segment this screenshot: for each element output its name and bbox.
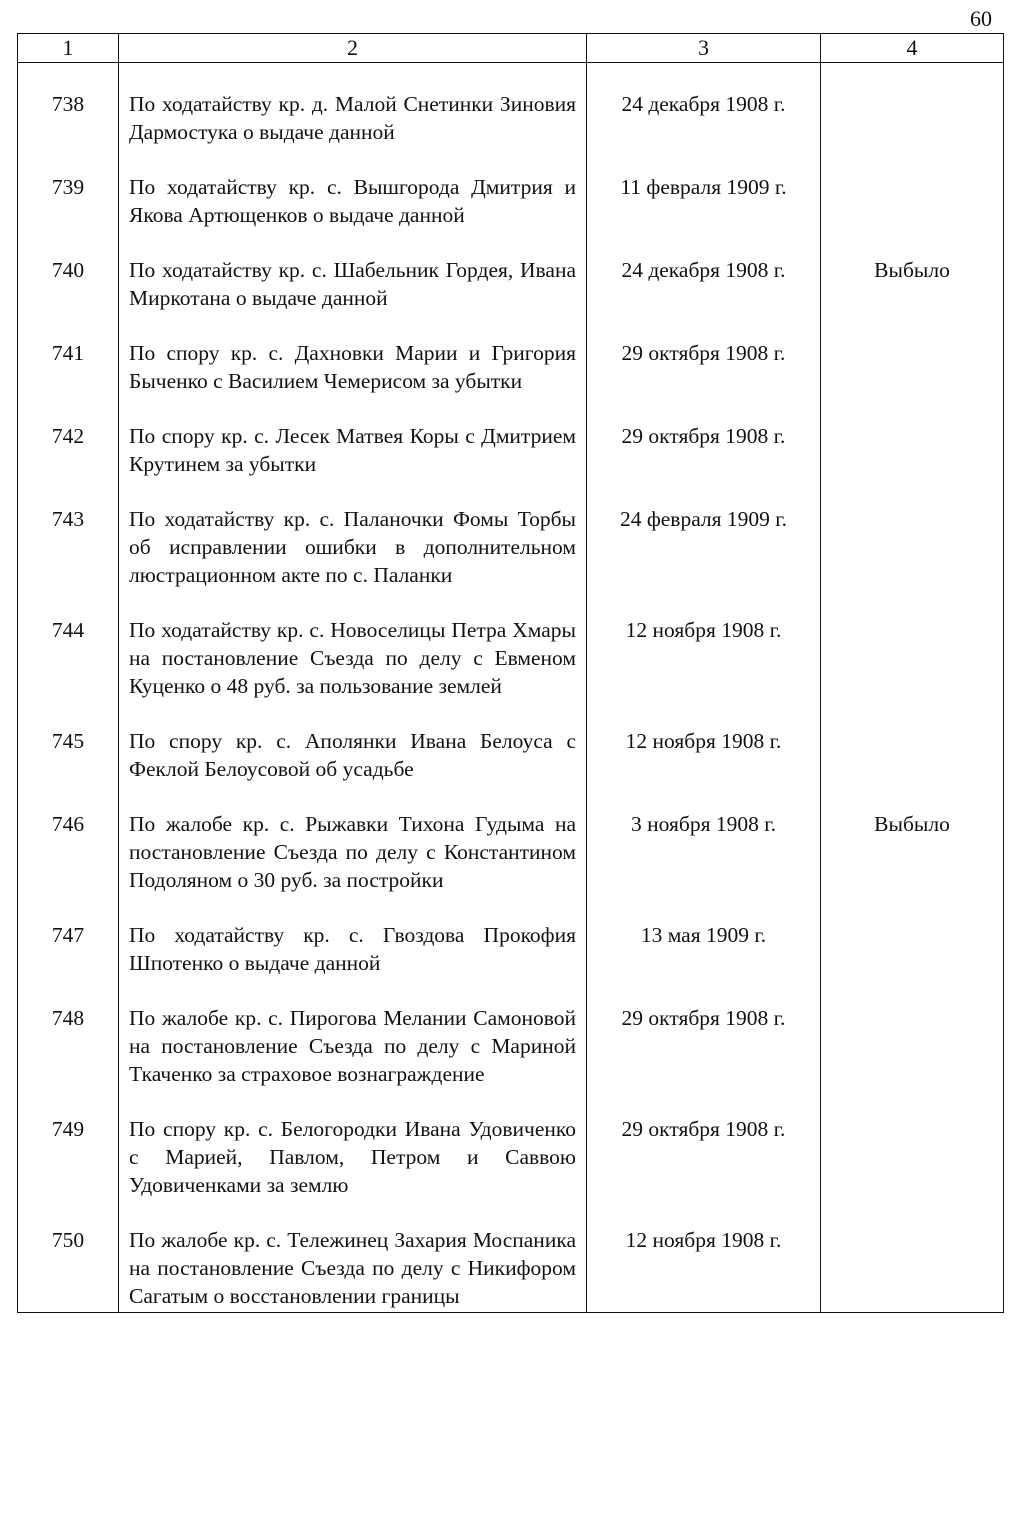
case-date: 29 октября 1908 г. [587, 339, 821, 422]
table-row [18, 339, 1004, 422]
case-note [821, 921, 1004, 1004]
header-col-2: 2 [119, 34, 587, 63]
table-row [18, 1226, 1004, 1313]
case-note [821, 339, 1004, 422]
case-date: 24 февраля 1909 г. [587, 505, 821, 616]
case-description: По жалобе кр. с. Тележинец Захария Моспаника на постановление Съезда по делу с Никифором Сагатым о восстановлении границы [119, 1226, 587, 1313]
case-number: 749 [18, 1115, 119, 1226]
case-note [821, 505, 1004, 616]
case-note: Выбыло [821, 256, 1004, 339]
case-description: По ходатайству кр. д. Малой Снетинки Зиновия Дармостука о выдаче данной [119, 63, 587, 174]
case-description: По спору кр. с. Белогородки Ивана Удовиченко с Марией, Павлом, Петром и Саввою Удовиченками за землю [119, 1115, 587, 1226]
table-row [18, 616, 1004, 727]
case-note [821, 422, 1004, 505]
case-number: 740 [18, 256, 119, 339]
case-description: По ходатайству кр. с. Вышгорода Дмитрия и Якова Артющенков о выдаче данной [119, 173, 587, 256]
case-number: 739 [18, 173, 119, 256]
case-date: 29 октября 1908 г. [587, 1115, 821, 1226]
case-number: 741 [18, 339, 119, 422]
page-number: 60 [970, 6, 992, 31]
table-row [18, 921, 1004, 1004]
case-number: 746 [18, 810, 119, 921]
case-note [821, 173, 1004, 256]
case-date: 11 февраля 1909 г. [587, 173, 821, 256]
table-row [18, 727, 1004, 810]
case-note [821, 1004, 1004, 1115]
case-note: Выбыло [821, 810, 1004, 921]
case-note [821, 727, 1004, 810]
case-date: 29 октября 1908 г. [587, 1004, 821, 1115]
case-number: 745 [18, 727, 119, 810]
case-date: 24 декабря 1908 г. [587, 256, 821, 339]
case-date: 12 ноября 1908 г. [587, 616, 821, 727]
table-row [18, 1115, 1004, 1226]
table-row [18, 505, 1004, 616]
case-number: 750 [18, 1226, 119, 1313]
case-note [821, 616, 1004, 727]
case-number: 743 [18, 505, 119, 616]
header-col-3: 3 [587, 34, 821, 63]
case-description: По ходатайству кр. с. Новоселицы Петра Хмары на постановление Съезда по делу с Евменом Куценко о 48 руб. за пользование землей [119, 616, 587, 727]
case-number: 742 [18, 422, 119, 505]
case-note [821, 1115, 1004, 1226]
header-col-1: 1 [18, 34, 119, 63]
table-row [18, 173, 1004, 256]
case-description: По ходатайству кр. с. Паланочки Фомы Торбы об исправлении ошибки в дополнительном люстрационном акте по с. Паланки [119, 505, 587, 616]
case-description: По спору кр. с. Лесек Матвея Коры с Дмитрием Крутинем за убытки [119, 422, 587, 505]
table-row [18, 256, 1004, 339]
case-description: По ходатайству кр. с. Гвоздова Прокофия Шпотенко о выдаче данной [119, 921, 587, 1004]
case-number: 747 [18, 921, 119, 1004]
register-table [17, 33, 1004, 1313]
case-note [821, 63, 1004, 174]
case-date: 12 ноября 1908 г. [587, 727, 821, 810]
case-date: 13 мая 1909 г. [587, 921, 821, 1004]
table-row [18, 63, 1004, 174]
table-row [18, 422, 1004, 505]
case-description: По спору кр. с. Дахновки Марии и Григория Быченко с Василием Чемерисом за убытки [119, 339, 587, 422]
case-description: По жалобе кр. с. Рыжавки Тихона Гудыма на постановление Съезда по делу с Константином Подоляном о 30 руб. за постройки [119, 810, 587, 921]
header-col-4: 4 [821, 34, 1004, 63]
case-number: 738 [18, 63, 119, 174]
case-date: 24 декабря 1908 г. [587, 63, 821, 174]
table-header [18, 34, 1004, 63]
case-date: 12 ноября 1908 г. [587, 1226, 821, 1313]
table-body [18, 63, 1004, 1313]
case-date: 29 октября 1908 г. [587, 422, 821, 505]
case-description: По ходатайству кр. с. Шабельник Гордея, Ивана Миркотана о выдаче данной [119, 256, 587, 339]
case-description: По жалобе кр. с. Пирогова Мелании Самоновой на постановление Съезда по делу с Мариной Ткаченко за страховое вознаграждение [119, 1004, 587, 1115]
case-date: 3 ноября 1908 г. [587, 810, 821, 921]
case-description: По спору кр. с. Аполянки Ивана Белоуса с Феклой Белоусовой об усадьбе [119, 727, 587, 810]
case-number: 748 [18, 1004, 119, 1115]
table-row [18, 810, 1004, 921]
case-note [821, 1226, 1004, 1313]
table-row [18, 1004, 1004, 1115]
case-number: 744 [18, 616, 119, 727]
